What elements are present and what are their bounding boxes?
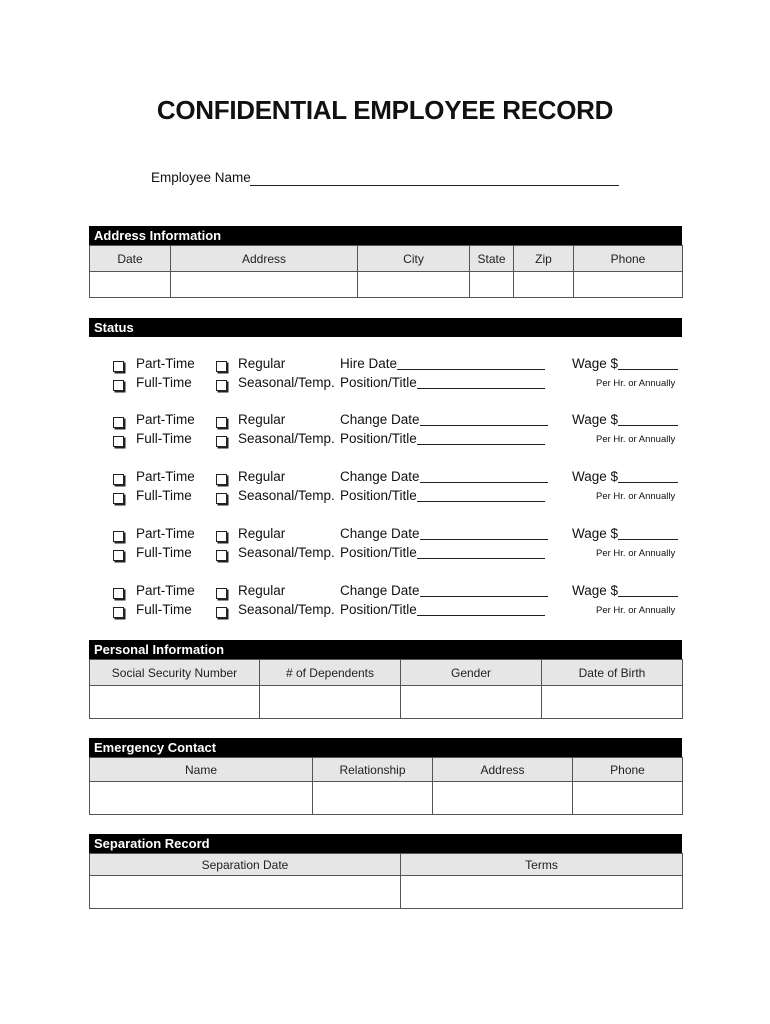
personal-section-header: Personal Information [89,640,682,659]
separation-terms-cell[interactable] [401,876,683,909]
part-time-checkbox[interactable] [113,417,124,428]
personal-col-ssn: Social Security Number [90,660,260,686]
emergency-table [89,757,683,815]
regular-checkbox[interactable] [216,531,227,542]
seasonal-label: Seasonal/Temp. [238,431,335,446]
emergency-relationship-cell[interactable] [313,782,433,815]
position-field[interactable] [417,444,545,445]
regular-label: Regular [238,469,286,484]
position-field[interactable] [417,615,545,616]
emergency-section-header: Emergency Contact [89,738,682,757]
regular-label: Regular [238,526,286,541]
regular-checkbox[interactable] [216,474,227,485]
part-time-label: Part-Time [136,356,195,371]
wage-label: Wage $ [572,583,619,598]
position-label: Position/Title [340,602,417,617]
separation-section-header: Separation Record [89,834,682,853]
position-field[interactable] [417,388,545,389]
seasonal-label: Seasonal/Temp. [238,602,335,617]
personal-col-dependents: # of Dependents [260,660,401,686]
wage-field[interactable] [618,482,678,483]
personal-gender-cell[interactable] [401,686,542,719]
full-time-checkbox[interactable] [113,493,124,504]
emergency-phone-cell[interactable] [573,782,683,815]
date-field[interactable] [397,369,545,370]
part-time-checkbox[interactable] [113,361,124,372]
page-title: CONFIDENTIAL EMPLOYEE RECORD [156,95,614,125]
wage-field[interactable] [618,425,678,426]
personal-col-gender: Gender [401,660,542,686]
employee-name-label: Employee Name [151,170,251,185]
date-label: Change Date [340,526,420,541]
address-phone-cell[interactable] [574,272,683,298]
emergency-name-cell[interactable] [90,782,313,815]
personal-dependents-cell[interactable] [260,686,401,719]
emergency-col-address: Address [433,758,573,782]
position-label: Position/Title [340,545,417,560]
position-label: Position/Title [340,431,417,446]
address-col-city: City [358,246,470,272]
date-field[interactable] [420,596,548,597]
full-time-checkbox[interactable] [113,380,124,391]
wage-note: Per Hr. or Annually [596,548,676,559]
wage-field[interactable] [618,596,678,597]
address-col-date: Date [90,246,171,272]
separation-date-cell[interactable] [90,876,401,909]
personal-col-dob: Date of Birth [542,660,683,686]
regular-label: Regular [238,356,286,371]
employee-name-field[interactable] [250,185,619,186]
wage-label: Wage $ [572,469,619,484]
address-zip-cell[interactable] [514,272,574,298]
date-field[interactable] [420,482,548,483]
full-time-checkbox[interactable] [113,607,124,618]
wage-label: Wage $ [572,412,619,427]
wage-note: Per Hr. or Annually [596,605,676,616]
full-time-label: Full-Time [136,431,192,446]
part-time-label: Part-Time [136,526,195,541]
date-label: Change Date [340,469,420,484]
address-address-cell[interactable] [171,272,358,298]
position-field[interactable] [417,558,545,559]
position-field[interactable] [417,501,545,502]
seasonal-label: Seasonal/Temp. [238,545,335,560]
seasonal-checkbox[interactable] [216,607,227,618]
part-time-label: Part-Time [136,469,195,484]
wage-note: Per Hr. or Annually [596,378,676,389]
address-date-cell[interactable] [90,272,171,298]
personal-ssn-cell[interactable] [90,686,260,719]
address-section-header: Address Information [89,226,682,245]
address-col-phone: Phone [574,246,683,272]
date-label: Change Date [340,412,420,427]
personal-table [89,659,683,719]
emergency-address-cell[interactable] [433,782,573,815]
separation-col-terms: Terms [401,854,683,876]
address-col-address: Address [171,246,358,272]
date-field[interactable] [420,539,548,540]
position-label: Position/Title [340,375,417,390]
seasonal-checkbox[interactable] [216,436,227,447]
date-field[interactable] [420,425,548,426]
status-row [110,469,685,507]
seasonal-label: Seasonal/Temp. [238,488,335,503]
emergency-col-phone: Phone [573,758,683,782]
status-row [110,526,685,564]
full-time-label: Full-Time [136,602,192,617]
address-table [89,245,683,298]
wage-field[interactable] [618,539,678,540]
regular-checkbox[interactable] [216,588,227,599]
regular-label: Regular [238,412,286,427]
part-time-label: Part-Time [136,412,195,427]
address-col-zip: Zip [514,246,574,272]
regular-checkbox[interactable] [216,417,227,428]
emergency-col-relationship: Relationship [313,758,433,782]
seasonal-checkbox[interactable] [216,380,227,391]
status-row [110,583,685,621]
position-label: Position/Title [340,488,417,503]
full-time-label: Full-Time [136,545,192,560]
status-section-header: Status [89,318,682,337]
seasonal-checkbox[interactable] [216,493,227,504]
regular-checkbox[interactable] [216,361,227,372]
seasonal-label: Seasonal/Temp. [238,375,335,390]
separation-table [89,853,683,909]
separation-col-date: Separation Date [90,854,401,876]
wage-note: Per Hr. or Annually [596,491,676,502]
emergency-col-name: Name [90,758,313,782]
part-time-label: Part-Time [136,583,195,598]
status-row [110,356,685,394]
wage-label: Wage $ [572,356,619,371]
part-time-checkbox[interactable] [113,531,124,542]
full-time-label: Full-Time [136,375,192,390]
seasonal-checkbox[interactable] [216,550,227,561]
wage-note: Per Hr. or Annually [596,434,676,445]
address-city-cell[interactable] [358,272,470,298]
full-time-checkbox[interactable] [113,436,124,447]
status-row [110,412,685,450]
personal-dob-cell[interactable] [542,686,683,719]
full-time-checkbox[interactable] [113,550,124,561]
regular-label: Regular [238,583,286,598]
full-time-label: Full-Time [136,488,192,503]
address-state-cell[interactable] [470,272,514,298]
wage-label: Wage $ [572,526,619,541]
date-label: Hire Date [340,356,398,371]
date-label: Change Date [340,583,420,598]
address-col-state: State [470,246,514,272]
part-time-checkbox[interactable] [113,474,124,485]
part-time-checkbox[interactable] [113,588,124,599]
wage-field[interactable] [618,369,678,370]
